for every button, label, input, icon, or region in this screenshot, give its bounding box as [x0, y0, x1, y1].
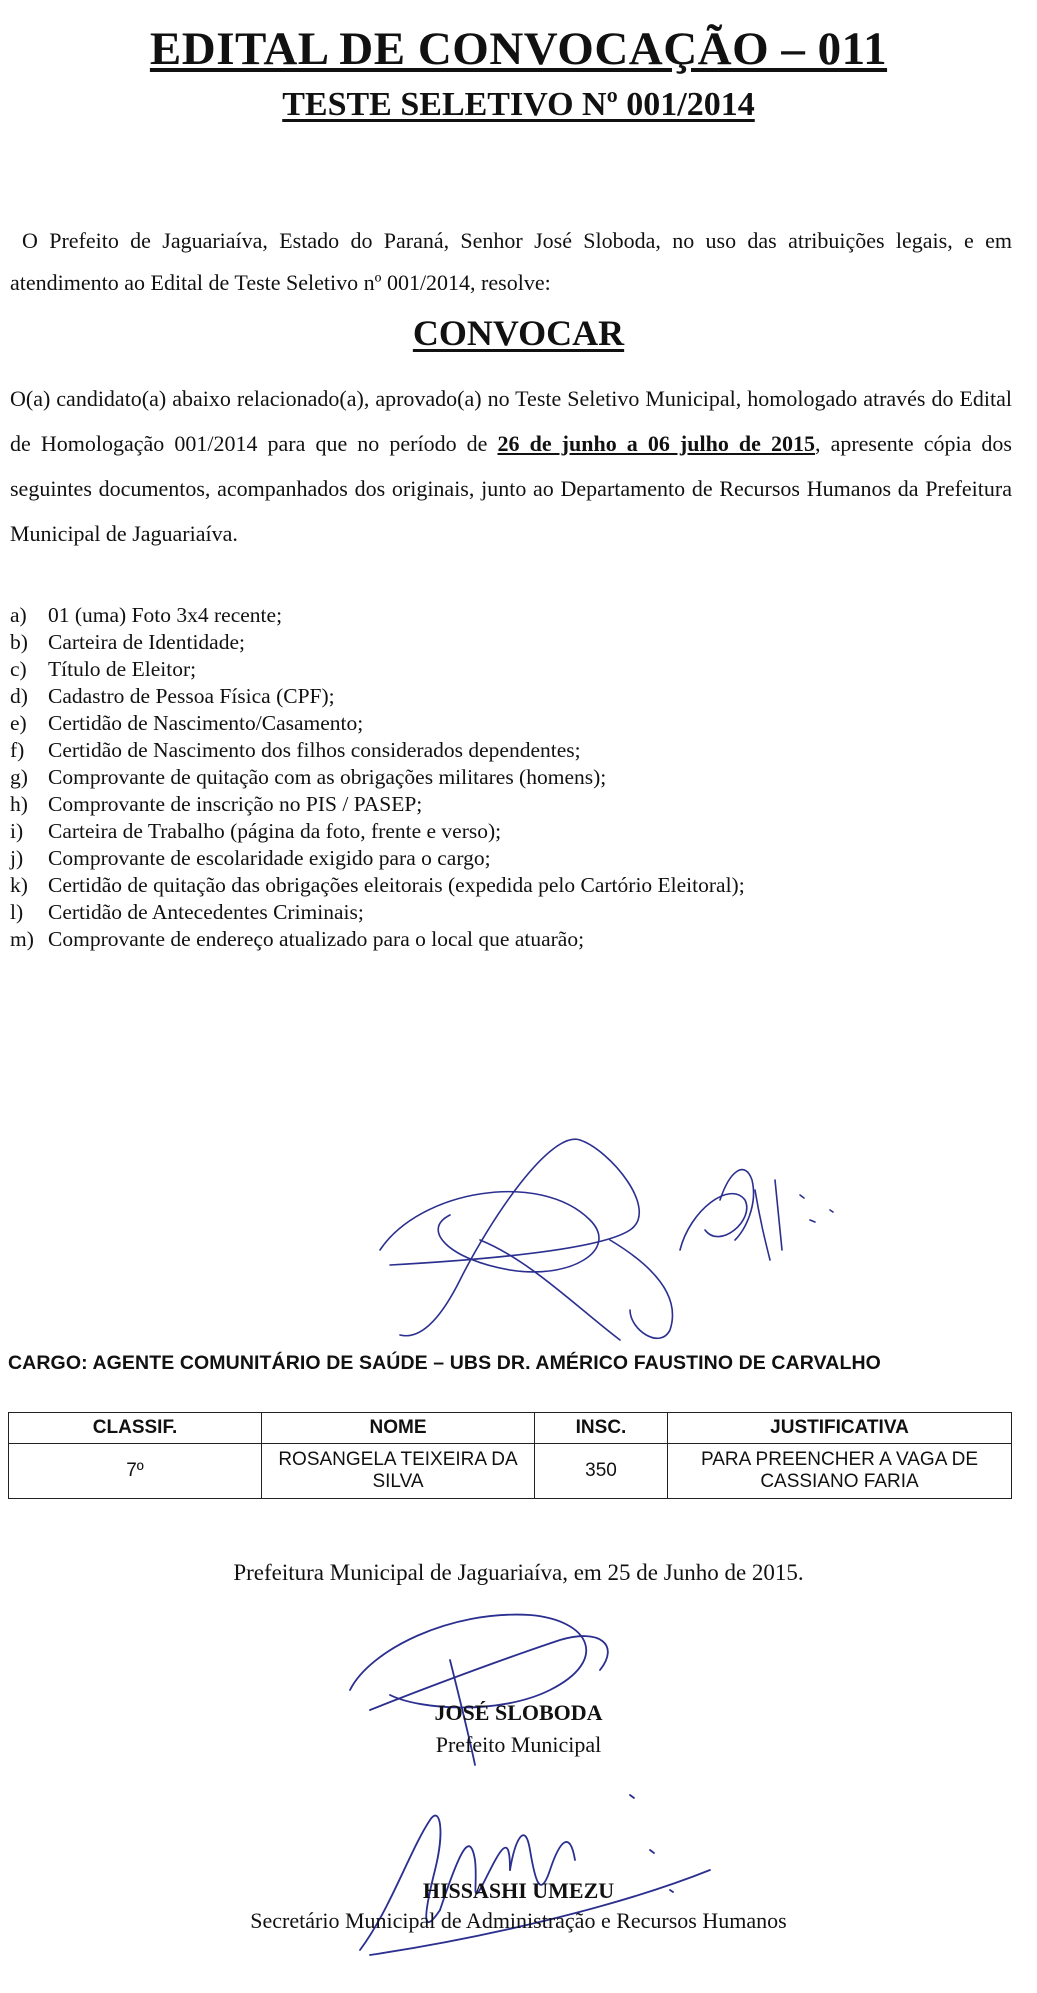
cell-justificativa: PARA PREENCHER A VAGA DE CASSIANO FARIA	[668, 1444, 1012, 1499]
list-item	[10, 683, 745, 710]
mayor-signature-block	[0, 1700, 1037, 1758]
list-item-text: Certidão de Nascimento dos filhos considerados dependentes;	[48, 738, 581, 762]
body-text-part1: O(a) candidato(a) abaixo relacionado(a), aprovado(a) no Teste Seletivo Municipal, homologado através do Edital de Homologação 001/2014 para que no período de	[10, 386, 1012, 456]
list-item-text: Cadastro de Pessoa Física (CPF);	[48, 684, 335, 708]
list-item	[10, 818, 745, 845]
list-item-letter: m)	[10, 927, 34, 951]
list-item-text: Título de Eleitor;	[48, 657, 197, 681]
column-header-justificativa: JUSTIFICATIVA	[668, 1413, 1012, 1444]
results-table	[8, 1412, 1012, 1499]
secretary-signature	[350, 1790, 730, 1960]
list-item	[10, 710, 745, 737]
list-item-text: Certidão de Nascimento/Casamento;	[48, 711, 364, 735]
cargo-heading: CARGO: AGENTE COMUNITÁRIO DE SAÚDE – UBS DR. AMÉRICO FAUSTINO DE CARVALHO	[8, 1352, 881, 1374]
list-item	[10, 791, 745, 818]
list-item-text: Carteira de Trabalho (página da foto, frente e verso);	[48, 819, 502, 843]
list-item-text: Comprovante de quitação com as obrigações militares (homens);	[48, 765, 607, 789]
list-item	[10, 845, 745, 872]
cell-nome: ROSANGELA TEIXEIRA DA SILVA	[262, 1444, 535, 1499]
table-header-row	[9, 1413, 1012, 1444]
list-item-letter: b)	[10, 630, 28, 654]
mayor-role: Prefeito Municipal	[435, 1732, 602, 1757]
column-header-classif: CLASSIF.	[9, 1413, 262, 1444]
action-heading: CONVOCAR	[412, 313, 625, 353]
column-header-insc: INSC.	[535, 1413, 668, 1444]
mayor-name: JOSÉ SLOBODA	[434, 1700, 603, 1725]
place-date: Prefeitura Municipal de Jaguariaíva, em 25 de Junho de 2015.	[233, 1560, 804, 1585]
list-item-letter: c)	[10, 657, 27, 681]
list-item	[10, 872, 745, 899]
list-item	[10, 764, 745, 791]
list-item-letter: l)	[10, 900, 24, 924]
documents-list	[10, 602, 745, 953]
cell-classif: 7º	[9, 1444, 262, 1499]
body-text-part2: , apresente cópia dos seguintes documentos, acompanhados dos originais, junto ao Departamento de Recursos Humanos da Prefeitura Municipal de Jaguariaíva.	[10, 431, 1012, 546]
list-item-letter: d)	[10, 684, 28, 708]
list-item-letter: f)	[10, 738, 25, 762]
list-item-letter: i)	[10, 819, 24, 843]
document-title: EDITAL DE CONVOCAÇÃO – 011	[149, 23, 888, 75]
list-item	[10, 899, 745, 926]
secretary-role: Secretário Municipal de Administração e Recursos Humanos	[250, 1908, 787, 1933]
document-subtitle: TESTE SELETIVO Nº 001/2014	[282, 86, 755, 123]
list-item	[10, 629, 745, 656]
list-item-text: Comprovante de escolaridade exigido para o cargo;	[48, 846, 491, 870]
cell-insc: 350	[535, 1444, 668, 1499]
list-item-text: Comprovante de endereço atualizado para o local que atuarão;	[48, 927, 585, 951]
secretary-signature-block	[0, 1878, 1037, 1934]
list-item-text: Carteira de Identidade;	[48, 630, 245, 654]
list-item-letter: e)	[10, 711, 27, 735]
list-item-text: Certidão de Antecedentes Criminais;	[48, 900, 364, 924]
list-item-letter: k)	[10, 873, 28, 897]
list-item-text: 01 (uma) Foto 3x4 recente;	[48, 603, 283, 627]
list-item-text: Comprovante de inscrição no PIS / PASEP;	[48, 792, 423, 816]
list-item-letter: a)	[10, 603, 27, 627]
list-item	[10, 926, 745, 953]
list-item	[10, 602, 745, 629]
upper-signature	[360, 1110, 880, 1350]
list-item	[10, 737, 745, 764]
column-header-nome: NOME	[262, 1413, 535, 1444]
list-item-text: Certidão de quitação das obrigações eleitorais (expedida pelo Cartório Eleitoral);	[48, 873, 745, 897]
list-item-letter: g)	[10, 765, 28, 789]
secretary-name: HISSASHI UMEZU	[422, 1878, 615, 1903]
body-paragraph	[10, 376, 1012, 556]
table-row	[9, 1444, 1012, 1499]
list-item-letter: j)	[10, 846, 24, 870]
period-highlight: 26 de junho a 06 julho de 2015	[497, 431, 815, 456]
intro-paragraph: O Prefeito de Jaguariaíva, Estado do Paraná, Senhor José Sloboda, no uso das atribuições legais, e em atendimento ao Edital de Teste Seletivo nº 001/2014, resolve:	[10, 228, 1012, 295]
list-item-letter: h)	[10, 792, 28, 816]
list-item	[10, 656, 745, 683]
